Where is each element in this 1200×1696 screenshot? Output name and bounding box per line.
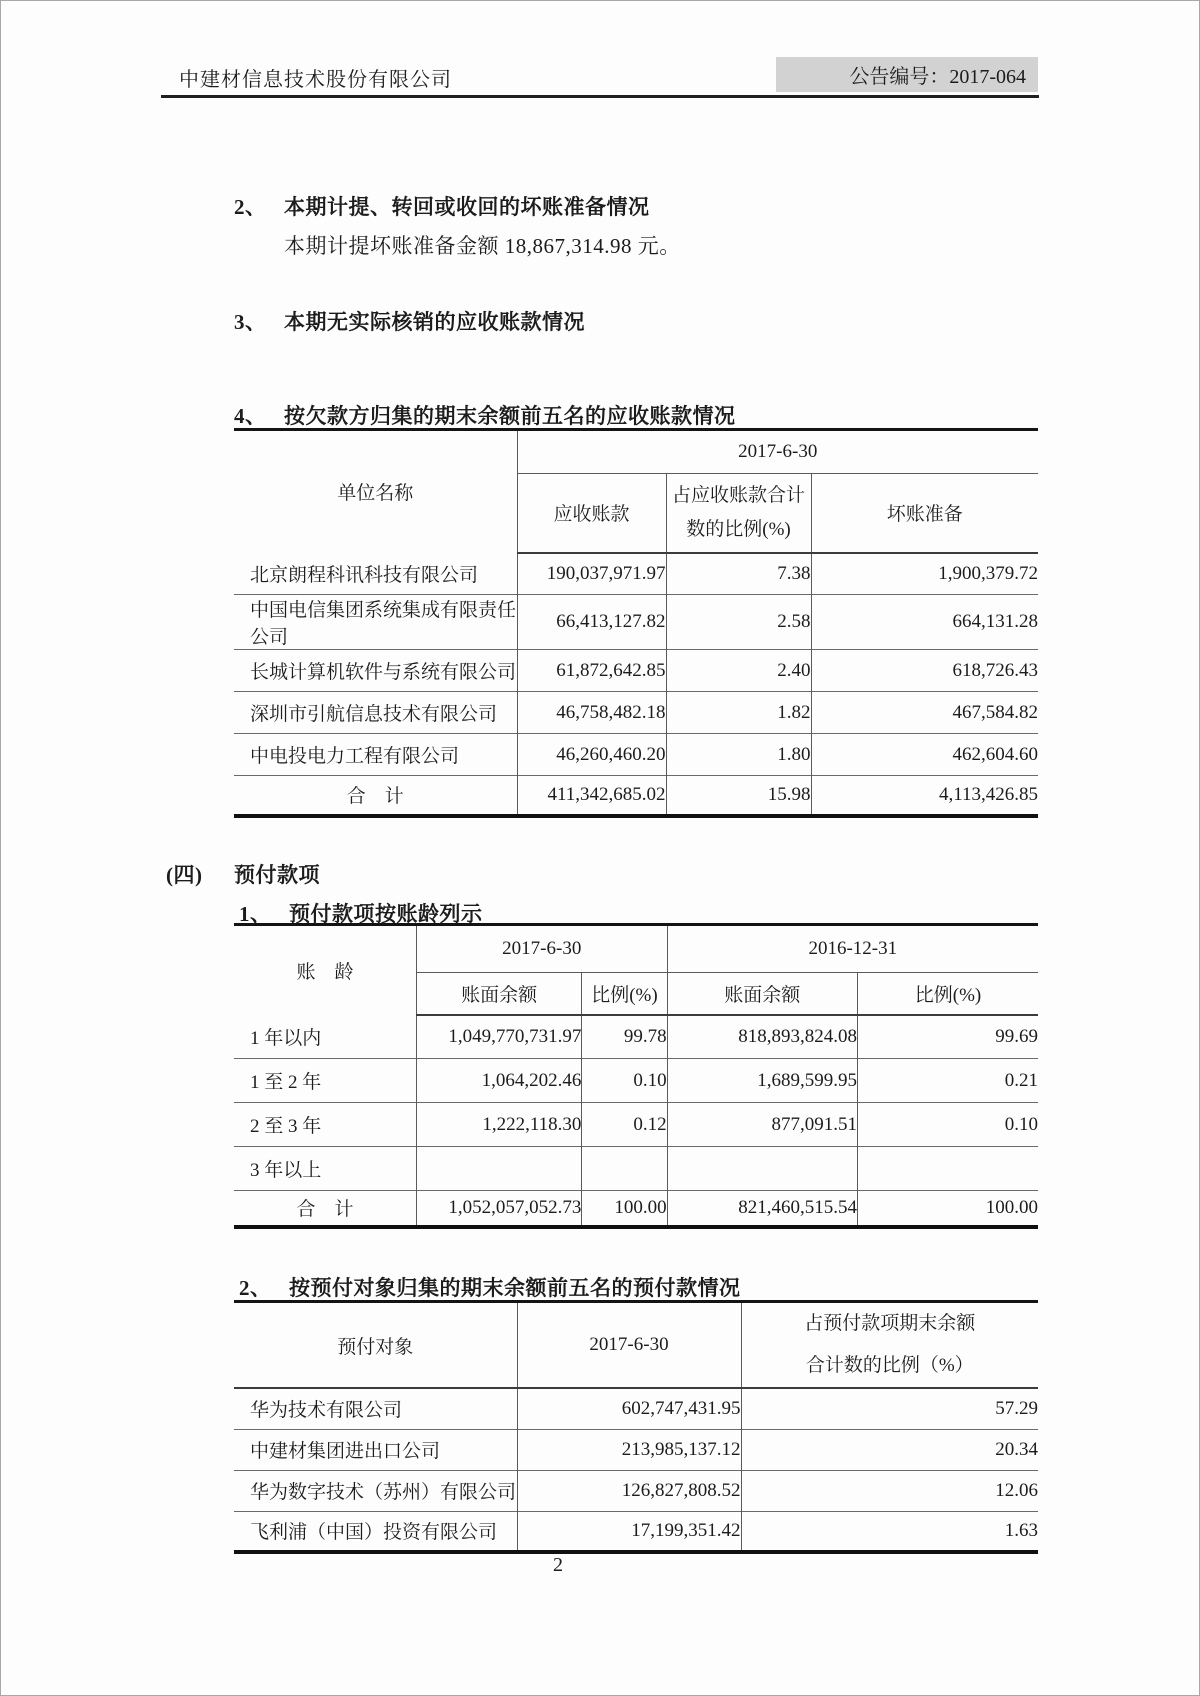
col-balance-2017: 账面余额	[416, 973, 581, 1015]
ratio-value: 7.38	[666, 553, 811, 595]
unit-name: 长城计算机软件与系统有限公司	[234, 650, 517, 692]
balance-2016-total: 821,460,515.54	[667, 1191, 857, 1227]
prepay-ratio: 57.29	[741, 1388, 1038, 1429]
aging-label: 1 年以内	[250, 1027, 322, 1049]
table-row	[234, 1470, 1038, 1511]
total-label: 合 计	[234, 1191, 416, 1227]
bad-debt-value: 467,584.82	[811, 692, 1038, 734]
ratio-total: 15.98	[666, 776, 811, 816]
unit-name: 北京朗程科讯科技有限公司	[250, 564, 479, 586]
receivable-total: 411,342,685.02	[517, 776, 666, 816]
unit-name: 中电投电力工程有限公司	[234, 734, 517, 776]
table-row	[234, 1103, 1038, 1147]
total-row	[234, 776, 1038, 816]
section-4-number: 4、	[234, 404, 267, 428]
aging-label: 1 至 2 年	[234, 1059, 416, 1103]
col-receivable: 应收账款	[517, 474, 666, 553]
company-name: 中建材信息技术股份有限公司	[179, 69, 452, 91]
table-row	[234, 1015, 1038, 1059]
ratio-2016	[858, 1147, 1038, 1191]
col-ratio	[666, 474, 811, 553]
section-2-title: 本期计提、转回或收回的坏账准备情况	[284, 195, 650, 219]
prepay-target-name: 华为技术有限公司	[250, 1400, 403, 1422]
ratio-2017: 0.12	[582, 1103, 667, 1147]
receivable-value: 66,413,127.82	[517, 595, 666, 650]
ratio-value: 1.82	[666, 692, 811, 734]
col-period: 2017-6-30	[517, 430, 1038, 474]
table-row	[234, 1511, 1038, 1552]
section-2-body: 本期计提坏账准备金额 18,867,314.98 元。	[284, 234, 681, 258]
table-row	[234, 1388, 1038, 1429]
col-period-2017: 2017-6-30	[416, 925, 667, 973]
balance-2016: 1,689,599.95	[667, 1059, 857, 1103]
prepayment-target-table	[234, 1300, 1038, 1554]
col-aging: 账 龄	[296, 961, 354, 983]
balance-2016: 877,091.51	[667, 1103, 857, 1147]
col-prepay-ratio	[741, 1302, 1038, 1389]
page-number: 2	[553, 1554, 563, 1576]
table-row	[234, 1147, 1038, 1191]
notice-number: 公告编号：2017-064	[849, 66, 1026, 88]
prepay-amount: 213,985,137.12	[517, 1429, 741, 1470]
ratio-2017: 0.10	[582, 1059, 667, 1103]
bad-debt-value: 462,604.60	[811, 734, 1038, 776]
receivable-value: 190,037,971.97	[517, 553, 666, 595]
table-row	[234, 1429, 1038, 1470]
table-row	[234, 650, 1038, 692]
col-ratio-line2: 数的比例(%)	[686, 518, 791, 540]
col-prepay-ratio-line2: 合计数的比例（%）	[805, 1355, 974, 1376]
ratio-2017-total: 100.00	[582, 1191, 667, 1227]
section-four-1-title: 预付款项按账龄列示	[289, 902, 483, 926]
balance-2017	[416, 1147, 581, 1191]
section-four-heading	[166, 859, 320, 889]
aging-header-row-1	[234, 925, 1038, 973]
prepayment-header-row	[234, 1302, 1038, 1389]
col-balance-2016: 账面余额	[667, 973, 857, 1015]
aging-label: 3 年以上	[234, 1147, 416, 1191]
section-four-2-heading	[239, 1272, 741, 1302]
prepay-amount: 602,747,431.95	[517, 1388, 741, 1429]
bad-debt-total: 4,113,426.85	[811, 776, 1038, 816]
ratio-2016: 0.10	[858, 1103, 1038, 1147]
prepay-amount: 17,199,351.42	[517, 1511, 741, 1552]
prepay-target-name: 中建材集团进出口公司	[234, 1429, 517, 1470]
table-row	[234, 1059, 1038, 1103]
header-rule	[161, 95, 1039, 98]
aging-label: 2 至 3 年	[234, 1103, 416, 1147]
balance-2016	[667, 1147, 857, 1191]
col-prepay-target: 预付对象	[234, 1302, 517, 1389]
section-four-2-title: 按预付对象归集的期末余额前五名的预付款情况	[289, 1276, 741, 1300]
section-3-title: 本期无实际核销的应收账款情况	[284, 310, 585, 334]
section-4-title: 按欠款方归集的期末余额前五名的应收账款情况	[284, 404, 736, 428]
bad-debt-value: 1,900,379.72	[811, 553, 1038, 595]
section-four-1-number: 1、	[239, 902, 272, 926]
balance-2017: 1,049,770,731.97	[416, 1015, 581, 1059]
ratio-2017	[582, 1147, 667, 1191]
section-3-number: 3、	[234, 310, 267, 334]
prepay-amount: 126,827,808.52	[517, 1470, 741, 1511]
table-row	[234, 553, 1038, 595]
col-period-2016: 2016-12-31	[667, 925, 1038, 973]
section-four-2-number: 2、	[239, 1276, 272, 1300]
balance-2017-total: 1,052,057,052.73	[416, 1191, 581, 1227]
ratio-value: 1.80	[666, 734, 811, 776]
section-four-number: (四)	[166, 863, 203, 887]
receivables-table	[234, 428, 1038, 818]
col-prepay-ratio-line1: 占预付款项期末余额	[804, 1313, 976, 1334]
balance-2016: 818,893,824.08	[667, 1015, 857, 1059]
prepay-target-name: 飞利浦（中国）投资有限公司	[234, 1511, 517, 1552]
total-label: 合 计	[234, 776, 517, 816]
col-ratio-2017: 比例(%)	[582, 973, 667, 1015]
ratio-2016-total: 100.00	[858, 1191, 1038, 1227]
prepayment-aging-table	[234, 923, 1038, 1229]
ratio-value: 2.40	[666, 650, 811, 692]
col-period: 2017-6-30	[517, 1302, 741, 1389]
col-ratio-line1: 占应收账款合计	[671, 484, 805, 506]
col-ratio-2016: 比例(%)	[858, 973, 1038, 1015]
bad-debt-value: 618,726.43	[811, 650, 1038, 692]
section-four-title: 预付款项	[234, 863, 320, 887]
prepay-ratio: 12.06	[741, 1470, 1038, 1511]
table-row	[234, 595, 1038, 650]
prepay-ratio: 20.34	[741, 1429, 1038, 1470]
balance-2017: 1,064,202.46	[416, 1059, 581, 1103]
prepay-target-name: 华为数字技术（苏州）有限公司	[234, 1470, 517, 1511]
table-row	[234, 734, 1038, 776]
ratio-value: 2.58	[666, 595, 811, 650]
bad-debt-value: 664,131.28	[811, 595, 1038, 650]
section-4-heading	[234, 400, 736, 430]
receivable-value: 46,260,460.20	[517, 734, 666, 776]
receivables-header-row-1	[234, 430, 1038, 474]
ratio-2016: 0.21	[858, 1059, 1038, 1103]
balance-2017: 1,222,118.30	[416, 1103, 581, 1147]
ratio-2016: 99.69	[858, 1015, 1038, 1059]
section-2-number: 2、	[234, 195, 267, 219]
receivable-value: 46,758,482.18	[517, 692, 666, 734]
total-row	[234, 1191, 1038, 1227]
unit-name: 中国电信集团系统集成有限责任公司	[234, 595, 517, 650]
table-row	[234, 692, 1038, 734]
section-2-heading	[234, 191, 650, 221]
ratio-2017: 99.78	[582, 1015, 667, 1059]
col-bad-debt: 坏账准备	[811, 474, 1038, 553]
notice-number-highlight	[776, 57, 1038, 92]
col-unit-name: 单位名称	[337, 483, 414, 505]
section-3-heading	[234, 306, 585, 336]
unit-name: 深圳市引航信息技术有限公司	[234, 692, 517, 734]
prepay-ratio: 1.63	[741, 1511, 1038, 1552]
receivable-value: 61,872,642.85	[517, 650, 666, 692]
